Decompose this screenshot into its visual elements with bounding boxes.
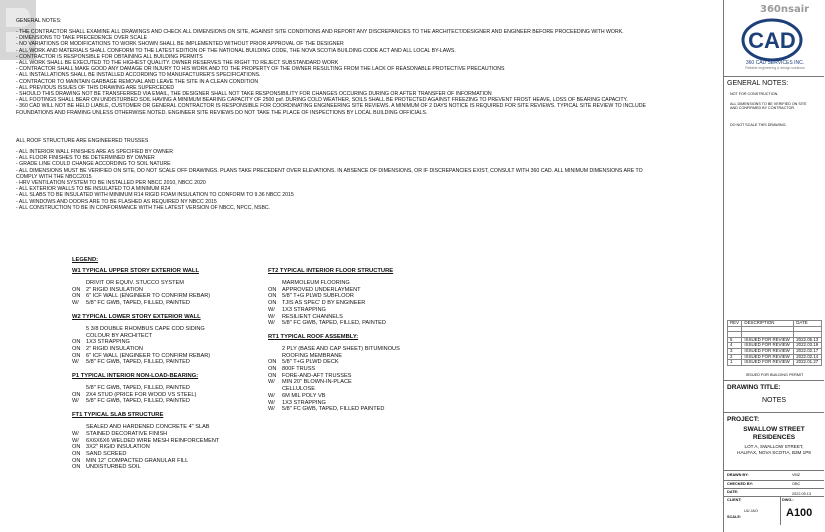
legend-line-text: MIN 20" BLOWN-IN-PLACE [282, 379, 352, 386]
legend-line-prefix: W/ [72, 300, 79, 307]
general-note-line: - CONTRACTOR IS RESPONSIBLE FOR OBTAINING ALL BUILDING PERMITS [16, 53, 203, 60]
specific-note-line: - ALL FLOOR FINISHES TO BE DETERMINED BY OWNER [16, 155, 155, 162]
general-note-line: - NO VARIATIONS OR MODIFICATIONS TO WORK SHOWN SHALL BE IMPLEMENTED WITHOUT PRIOR APPROVAL OF THE DESIGNER [16, 41, 344, 48]
legend-line [268, 393, 400, 400]
revision-cell: 2022.05.13 [794, 337, 822, 343]
legend-line [72, 293, 219, 300]
company-name: 360 CAD SERVICES INC. [745, 60, 805, 66]
legend-line-text: 6X6X6X6 WELDED WIRE MESH REINFORCEMENT [86, 437, 220, 444]
project-label: PROJECT: [727, 416, 760, 423]
specific-note-line: - ALL DIMENSIONS MUST BE VERIFIED ON SITE, DO NOT SCALE OFF DRAWINGS. PLANS TAKE PRECEDENT OVER ELEVATIONS. IN ABSENCE OF DIMENSIONS, OR IF DISCREPANCIES EXIST, CONSULT WITH 360 CAD. ALL MINIMUM DIMENSIONS ARE TO [16, 167, 643, 174]
general-note-line: - ALL WORK AND MATERIALS SHALL CONFORM TO THE LATEST EDITION OF THE NATIONAL BUILDING CODE, THE NOVA SCOTIA BUILDING CODE ACT AND ALL LOCAL BY-LAWS. [16, 47, 456, 54]
specific-note-line: - ALL INTERIOR WALL FINISHES ARE AS SPECIFIED BY OWNER [16, 149, 174, 155]
legend-line [268, 379, 400, 386]
revision-cell: ISSUED FOR REVIEW [742, 337, 794, 343]
legend-line-text: SAND SCREED [86, 450, 127, 457]
legend-line-prefix: W/ [268, 406, 275, 413]
legend-line [72, 451, 219, 458]
date-value: 2022.05.13 [792, 492, 812, 496]
legend-line-prefix: W/ [72, 430, 79, 437]
legend-line [268, 353, 400, 360]
scale-label: SCALE: [727, 515, 742, 519]
legend-line-prefix: ON [268, 366, 277, 373]
general-note-line: - CONTRACTOR SHALL MAKE GOOD ANY DAMAGE OR INJURY TO HIS WORK AND TO THE PROPERTY OF THE OWNER RESULTING FROM THE LACK OF REASONABLE PROTECTIVE PRECAUTIONS [16, 66, 505, 73]
scale-row [724, 515, 824, 532]
revision-cell: 2022.02.14 [794, 354, 822, 360]
revision-cell: ISSUED FOR REVIEW [742, 354, 794, 360]
legend-line-prefix: W/ [72, 437, 79, 444]
project-name-1: SWALLOW STREET [743, 426, 805, 433]
rev-col-header: REV [728, 321, 742, 327]
legend-section-title: W2 TYPICAL LOWER STORY EXTERIOR WALL [72, 313, 201, 320]
drawn-by-value: VMZ [792, 473, 801, 477]
legend-line-text: 2" RIGID INSULATION [86, 286, 143, 293]
tb-project [724, 412, 824, 468]
legend-line [72, 431, 219, 438]
drawing-title: NOTES [761, 397, 787, 404]
legend-section-title: W1 TYPICAL UPPER STORY EXTERIOR WALL [72, 268, 200, 274]
revision-cell: ISSUED FOR REVIEW [742, 360, 794, 366]
legend-line-prefix: ON [72, 286, 81, 293]
issued-for: ISSUED FOR BUILDING PERMIT [745, 373, 804, 377]
legend-line-text: UNDISTURBED SOIL [86, 464, 141, 471]
legend-section-title: FT2 TYPICAL INTERIOR FLOOR STRUCTURE [268, 268, 394, 274]
legend-line-prefix: W/ [268, 313, 275, 320]
legend-line-text: ROOFING MEMBRANE [282, 352, 342, 359]
revision-cell: 2022.03.19 [794, 343, 822, 349]
legend-line-text: 1X3 STRAPPING [282, 306, 326, 313]
legend-line-prefix: W/ [268, 306, 275, 313]
legend-line [268, 373, 400, 380]
legend-line-prefix: ON [72, 352, 81, 359]
legend-line-prefix: ON [72, 339, 81, 346]
general-note-line: - ALL WORK SHALL BE EXECUTED TO THE HIGHEST QUALITY. OWNER RESERVES THE RIGHT TO REJECT SUBSTANDARD WORK [16, 60, 339, 67]
legend-line [72, 458, 219, 465]
legend-line [72, 444, 219, 451]
legend-line-prefix [72, 333, 84, 340]
revision-cell: ISSUED FOR REVIEW [742, 348, 794, 354]
address-2: HALIFAX, NOVA SCOTIA, B3M 1P9 [737, 450, 811, 455]
legend-line-prefix: W/ [72, 398, 79, 405]
legend-line-prefix: W/ [268, 379, 275, 386]
tb-gn-line-1: NOT FOR CONSTRUCTION. [730, 92, 779, 96]
general-note-line: - ALL INSTALLATIONS SHALL BE INSTALLED ACCORDING TO MANUFACTURER'S SPECIFICATIONS. [16, 72, 261, 79]
legend-line [268, 346, 400, 353]
general-note-line: - THE CONTRACTOR SHALL EXAMINE ALL DRAWINGS AND CHECK ALL DIMENSIONS ON SITE, AGAINST SITE CONDITIONS AND REPORT ANY DISCREPANCIES TO THE ARCHITECT/DESIGNER AND ENGINEER BEFORE PROCEEDING WITH WORK. [16, 29, 624, 35]
watermark-text: 360nsair [760, 4, 810, 15]
general-notes-title: GENERAL NOTES: [16, 18, 62, 24]
title-block [723, 0, 825, 532]
legend-line-text: 2X4 STUD (PRICE FOR WOOD VS STEEL) [86, 391, 197, 398]
legend-line-prefix: ON [72, 457, 81, 464]
legend-line-text: 2 PLY (BASE AND CAP SHEET) BITUMINOUS [282, 345, 400, 352]
legend-line [72, 424, 219, 431]
legend-line-prefix [72, 424, 84, 431]
legend-line [72, 392, 219, 399]
legend-line [72, 438, 219, 445]
legend-line-text: SEALED AND HARDENED CONCRETE 4" SLAB [86, 424, 210, 431]
legend-section-title: RT1 TYPICAL ROOF ASSEMBLY: [268, 333, 359, 340]
legend-line [268, 314, 400, 321]
legend-line-prefix: ON [268, 372, 277, 379]
specific-note-line: COMPLY WITH THE NBCC2015 [16, 173, 92, 180]
specific-note-line: - ALL SLABS TO BE INSULATED WITH MINIMUM R14 RIGID FOAM INSULATION TO CONFORM TO 9.36 NBCC 2015 [16, 192, 294, 199]
specific-note-line: - GRADE LINE COULD CHANGE ACCORDING TO SOIL NATURE [16, 161, 171, 168]
legend-line-text: 1X3 STRAPPING [86, 339, 130, 346]
legend-line [72, 280, 219, 287]
legend-line [72, 333, 219, 340]
date-label: DATE: [727, 490, 739, 494]
legend-line [72, 385, 219, 392]
tb-gn-line-3: DO NOT SCALE THIS DRAWING. [730, 123, 787, 127]
legend-line-prefix: ON [72, 345, 81, 352]
revision-row [728, 360, 822, 366]
legend-line [268, 307, 400, 314]
legend-line-text: 5/8" FC GWB, TAPED, FILLED, PAINTED [282, 320, 386, 327]
legend-line [268, 386, 400, 393]
general-note-line: - DIMENSIONS TO TAKE PRECEDENCE OVER SCALE [16, 35, 148, 42]
legend-line [72, 339, 219, 346]
tb-general-notes [724, 76, 824, 127]
svg-text:CAD: CAD [748, 28, 796, 53]
general-note-line: - CONTRACTOR TO MAINTAIN GARBAGE REMOVAL AND LEAVE THE SITE IN A CLEAN CONDITION [16, 78, 259, 85]
legend-line-text: CELLULOSE [282, 386, 315, 393]
client-value: UU JAO [744, 509, 758, 513]
legend-line-prefix: W/ [268, 320, 275, 327]
legend-line-prefix: ON [268, 300, 277, 307]
legend-left-column [72, 268, 219, 471]
specific-notes-list [16, 149, 643, 211]
checked-by-value: OBC [792, 482, 801, 486]
legend-line-prefix: ON [268, 286, 277, 293]
legend-line [72, 464, 219, 471]
sheet-number: A100 [786, 507, 813, 519]
legend-line-text: 5/8" T+G PLWD SUBFLOOR [282, 293, 354, 300]
specific-note-line: - HRV VENTILATION SYSTEM TO BE INSTALLED PER NBCC 2010, NBCC 2020 [16, 180, 206, 187]
legend-line-text: 2" RIGID INSULATION [86, 345, 143, 352]
legend-line-text: MIN 12" COMPACTED GRANULAR FILL [86, 457, 189, 464]
legend-line-prefix [268, 386, 280, 393]
legend-line-text: FORE-AND-AFT TRUSSES [282, 372, 352, 379]
legend-line-prefix: ON [72, 450, 81, 457]
legend-line-text: 6M MIL POLY VB [282, 392, 326, 399]
legend-line-prefix [72, 385, 84, 392]
legend-line-prefix [268, 280, 280, 287]
revision-cell: 2022.01.27 [794, 360, 822, 366]
legend-line-text: STAINED DECORATIVE FINISH [86, 430, 168, 437]
legend-line-text: DRIVIT OR EQUIV. STUCCO SYSTEM [86, 280, 184, 286]
revision-table [727, 320, 822, 366]
tb-general-notes-title: GENERAL NOTES: [727, 80, 789, 87]
legend-line-prefix: ON [72, 391, 81, 398]
legend-line-text: 5/8" FC GWB, TAPED, FILLED, PAINTED [86, 359, 190, 366]
tb-drawing-title [724, 380, 824, 411]
legend-line-prefix: W/ [268, 392, 275, 399]
legend-line [72, 300, 219, 307]
legend-line-text: 3X2" RIGID INSULATION [86, 444, 150, 451]
legend-line-text: RESILIENT CHANNELS [282, 313, 343, 320]
legend-line-text: APPROVED UNDERLAYMENT [282, 286, 361, 293]
legend-line-text: 5/8" FC GWB, TAPED, FILLED PAINTED [282, 406, 385, 413]
legend-line-text: 1X3 STRAPPING [282, 399, 326, 406]
legend-line-prefix: ON [268, 359, 277, 366]
legend-section-title: P1 TYPICAL INTERIOR NON-LOAD-BEARING: [72, 373, 199, 380]
drawn-by-label: DRAWN BY: [727, 473, 749, 477]
legend-line [268, 400, 400, 407]
general-note-line: - ALL FOOTINGS SHALL BEAR ON UNDISTURBED SOIL HAVING A MINIMUM BEARING CAPACITY OF 2500 psf. DURING COLD WEATHER, SOILS SHALL BE PROTECTED AGAINST FREEZING TO PREVENT FROST HEAVE, LOSS OF BEARING CAPACITY. [16, 97, 628, 104]
legend-line-text: 5/8" FC GWB, TAPED, FILLED, PAINTED [86, 385, 190, 392]
legend-line-text: 5/8" FC GWB, TAPED, FILLED, PAINTED [86, 300, 190, 307]
legend-right-column [268, 268, 400, 413]
legend-line [268, 320, 400, 327]
general-note-line: FOUNDATIONS AND FRAMING UNLESS OTHERWISE NOTED. ENGINEER SITE REVIEWS DO NOT TAKE THE PLACE OF INSPECTIONS BY LOCAL BUILDING OFFICIALS. [16, 109, 428, 116]
revision-cell: 2 [728, 354, 742, 360]
description-col-header: DESCRIPTION [742, 321, 794, 327]
legend-line-text: 5 3/8 DOUBLE RHOMBUS CAPE COD SIDING [86, 325, 205, 332]
general-note-line: - SHOULD THIS DRAWING NOT BE TRANSFERRED VIA EMAIL, THE DESIGNER SHALL NOT TAKE RESPONSIBILITY FOR CHANGES OCCURING DURING OR AFTER TRANSFER OF INFORMATION [16, 91, 492, 98]
legend-line [268, 359, 400, 366]
legend-section-title: FT1 TYPICAL SLAB STRUCTURE [72, 412, 164, 419]
legend-line [268, 366, 400, 373]
specific-note-line: - ALL CONSTRUCTION TO BE IN CONFORMANCE WITH THE LATEST VERSION OF NBCC, NPCC, NSBC. [16, 204, 271, 211]
client-label: CLIENT: [727, 498, 742, 502]
address-1: LOT A, SWALLOW STREET, [744, 444, 804, 449]
legend-line-text: MARMOLEUM FLOORING [282, 280, 350, 286]
legend-line [72, 398, 219, 405]
legend-line [268, 300, 400, 307]
revision-cell: 2022.02.17 [794, 348, 822, 354]
legend-line [72, 326, 219, 333]
legend-line [268, 280, 400, 287]
general-note-line: - 360 CAD WILL NOT BE HELD LIABLE, CUSTOMER OR GENERAL CONTRACTOR IS RESPONSIBLE FOR COORDINATING ENGINEERING SITE REVIEWS. A MINIMUM OF 2 DAYS NOTICE IS REQUIRED FOR SITE REVIEWS. TYPICAL SITE REVIEW TO INCLUDE [16, 103, 646, 110]
revision-cell: 3 [728, 348, 742, 354]
legend-line-prefix: ON [72, 444, 81, 451]
general-notes-list [16, 29, 646, 116]
legend-line-prefix: ON [72, 293, 81, 300]
legend-line-text: 6" ICF WALL (ENGINEER TO CONFIRM REBAR) [86, 293, 211, 300]
legend-line-prefix: W/ [268, 399, 275, 406]
legend-line [72, 287, 219, 294]
legend-line-text: COLOUR BY ARCHITECT [86, 332, 153, 339]
legend-line [72, 346, 219, 353]
legend-line-prefix [268, 353, 280, 360]
dwg-label: DWG.: [782, 498, 794, 502]
legend-line-text: 5/8" T+G PLWD DECK [282, 359, 339, 366]
legend-line [72, 359, 219, 366]
checked-by-label: CHECKED BY: [727, 482, 754, 486]
revision-cell: 5 [728, 337, 742, 343]
roof-note: ALL ROOF STRUCTURE ARE ENGINEERED TRUSSES [16, 138, 149, 144]
legend-line-text: TJIS AS SPEC' D BY ENGINEER [282, 300, 366, 307]
legend-line-prefix [72, 326, 84, 333]
revision-cell: 1 [728, 360, 742, 366]
company-tagline: Reliable engineering & design solutions [745, 66, 805, 70]
specific-note-line: - ALL EXTERIOR WALLS TO BE INSULATED TO A MINIMUM R24 [16, 186, 171, 193]
date-col-header: DATE [794, 321, 822, 327]
legend-line-prefix [268, 346, 280, 353]
legend-line [268, 287, 400, 294]
legend-line-prefix: W/ [72, 359, 79, 366]
legend-line-text: 5/8" FC GWB, TAPED, FILLED, PAINTED [86, 398, 190, 405]
legend-line-prefix: ON [268, 293, 277, 300]
legend-line-prefix: ON [72, 464, 81, 471]
legend-line [268, 406, 400, 413]
tb-gn-line-2: ALL DIMENSIONS TO BE VERIFIED ON SITE AND CONFIRMED BY CONTRACTOR. [730, 102, 807, 111]
drawing-title-label: DRAWING TITLE: [727, 384, 781, 391]
revision-cell: 4 [728, 343, 742, 349]
legend-line [268, 293, 400, 300]
legend-line-text: 6" ICF WALL (ENGINEER TO CONFIRM REBAR) [86, 352, 211, 359]
revision-cell: ISSUED FOR REVIEW [742, 343, 794, 349]
legend-line [72, 353, 219, 360]
legend-line-text: 800F TRUSS [282, 366, 316, 373]
legend-line-prefix [72, 280, 84, 287]
legend-title: LEGEND: [72, 257, 99, 263]
company-logo-icon [741, 18, 803, 62]
project-name-2: RESIDENCES [752, 434, 796, 441]
specific-note-line: - ALL WINDOWS AND DOORS ARE TO BE FLASHED AS REQUIRED NY NBCC 2015 [16, 198, 217, 205]
general-note-line: - ALL PREVIOUS ISSUES OF THIS DRAWING ARE SUPERCEDED [16, 84, 175, 91]
